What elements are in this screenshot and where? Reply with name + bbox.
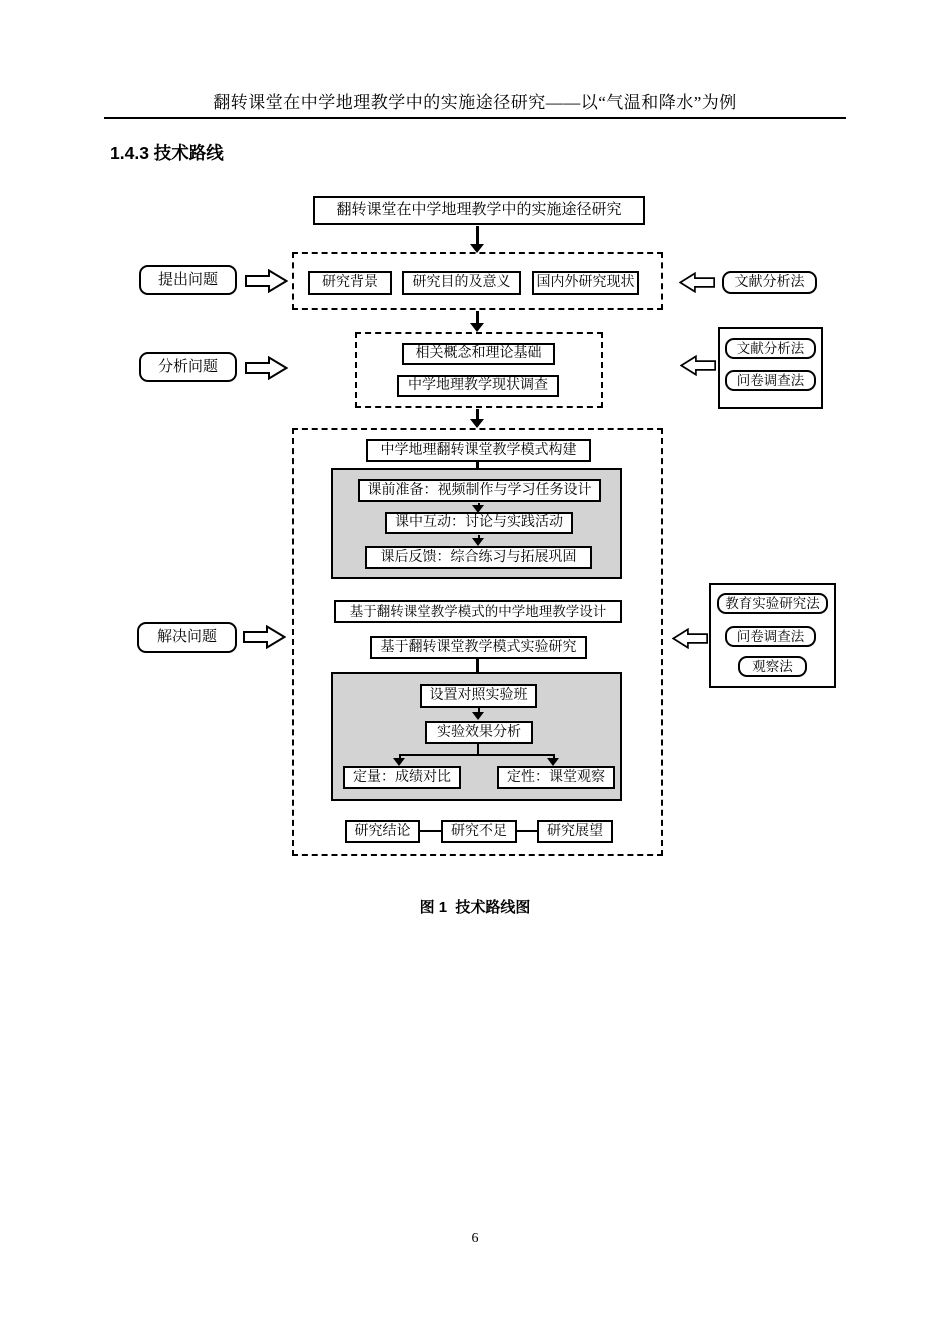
- stage3-box-in-class: 课中互动：讨论与实践活动: [385, 512, 573, 534]
- hollow-arrow-left-icon: [672, 628, 708, 649]
- down-arrow-icon: [470, 311, 485, 332]
- section-heading: 1.4.3 技术路线: [110, 143, 224, 163]
- page-number: 6: [471, 1231, 479, 1246]
- stage3-box-limitation: 研究不足: [441, 820, 517, 843]
- connector-line: [517, 830, 537, 832]
- hollow-arrow-right-icon: [245, 269, 288, 293]
- down-arrow-icon: [547, 755, 560, 766]
- stage3-box-quantitative: 定量：成绩对比: [343, 766, 461, 789]
- stage3-box-model-build: 中学地理翻转课堂教学模式构建: [366, 439, 591, 462]
- hollow-arrow-right-icon: [243, 625, 286, 649]
- flowchart-root-box: 翻转课堂在中学地理教学中的实施途径研究: [313, 196, 645, 225]
- connector-line: [476, 658, 479, 673]
- hollow-arrow-left-icon: [680, 355, 716, 376]
- stage3-box-prospect: 研究展望: [537, 820, 613, 843]
- stage1-box-status: 国内外研究现状: [532, 271, 639, 295]
- method-literature-analysis: 文献分析法: [725, 338, 816, 359]
- stage1-box-purpose: 研究目的及意义: [402, 271, 521, 295]
- stage2-box-survey: 中学地理教学现状调查: [397, 375, 559, 397]
- stage3-box-effect-analysis: 实验效果分析: [425, 721, 533, 744]
- method-observation: 观察法: [738, 656, 807, 677]
- stage1-box-background: 研究背景: [308, 271, 392, 295]
- stage-label-analyze-question: 分析问题: [139, 352, 237, 382]
- down-arrow-icon: [393, 755, 406, 766]
- connector-line: [420, 830, 441, 832]
- stage3-box-control-class: 设置对照实验班: [420, 684, 537, 708]
- method-questionnaire: 问卷调查法: [725, 626, 816, 647]
- stage3-box-pre-class: 课前准备：视频制作与学习任务设计: [358, 479, 601, 502]
- figure-caption: 图 1 技术路线图: [419, 899, 531, 916]
- down-arrow-icon: [470, 409, 485, 428]
- method-questionnaire: 问卷调查法: [725, 370, 816, 391]
- stage-label-solve-question: 解决问题: [137, 622, 237, 653]
- stage3-box-experiment-study: 基于翻转课堂教学模式实验研究: [370, 636, 587, 659]
- hollow-arrow-left-icon: [679, 272, 715, 293]
- stage2-box-theory: 相关概念和理论基础: [402, 343, 555, 365]
- method-literature-analysis: 文献分析法: [722, 271, 817, 294]
- page-header-title: 翻转课堂在中学地理教学中的实施途径研究——以“气温和降水”为例: [213, 93, 737, 112]
- method-educational-experiment: 教育实验研究法: [717, 593, 828, 614]
- stage3-box-qualitative: 定性：课堂观察: [497, 766, 615, 789]
- stage-label-raise-question: 提出问题: [139, 265, 237, 295]
- hollow-arrow-right-icon: [245, 356, 288, 380]
- down-arrow-icon: [472, 708, 485, 720]
- down-arrow-icon: [470, 226, 485, 253]
- down-arrow-icon: [472, 535, 485, 546]
- header-rule: [104, 117, 846, 119]
- stage3-box-post-class: 课后反馈：综合练习与拓展巩固: [365, 546, 592, 569]
- stage3-box-conclusion: 研究结论: [345, 820, 420, 843]
- stage3-box-teaching-design: 基于翻转课堂教学模式的中学地理教学设计: [334, 600, 622, 623]
- connector-line: [399, 754, 555, 756]
